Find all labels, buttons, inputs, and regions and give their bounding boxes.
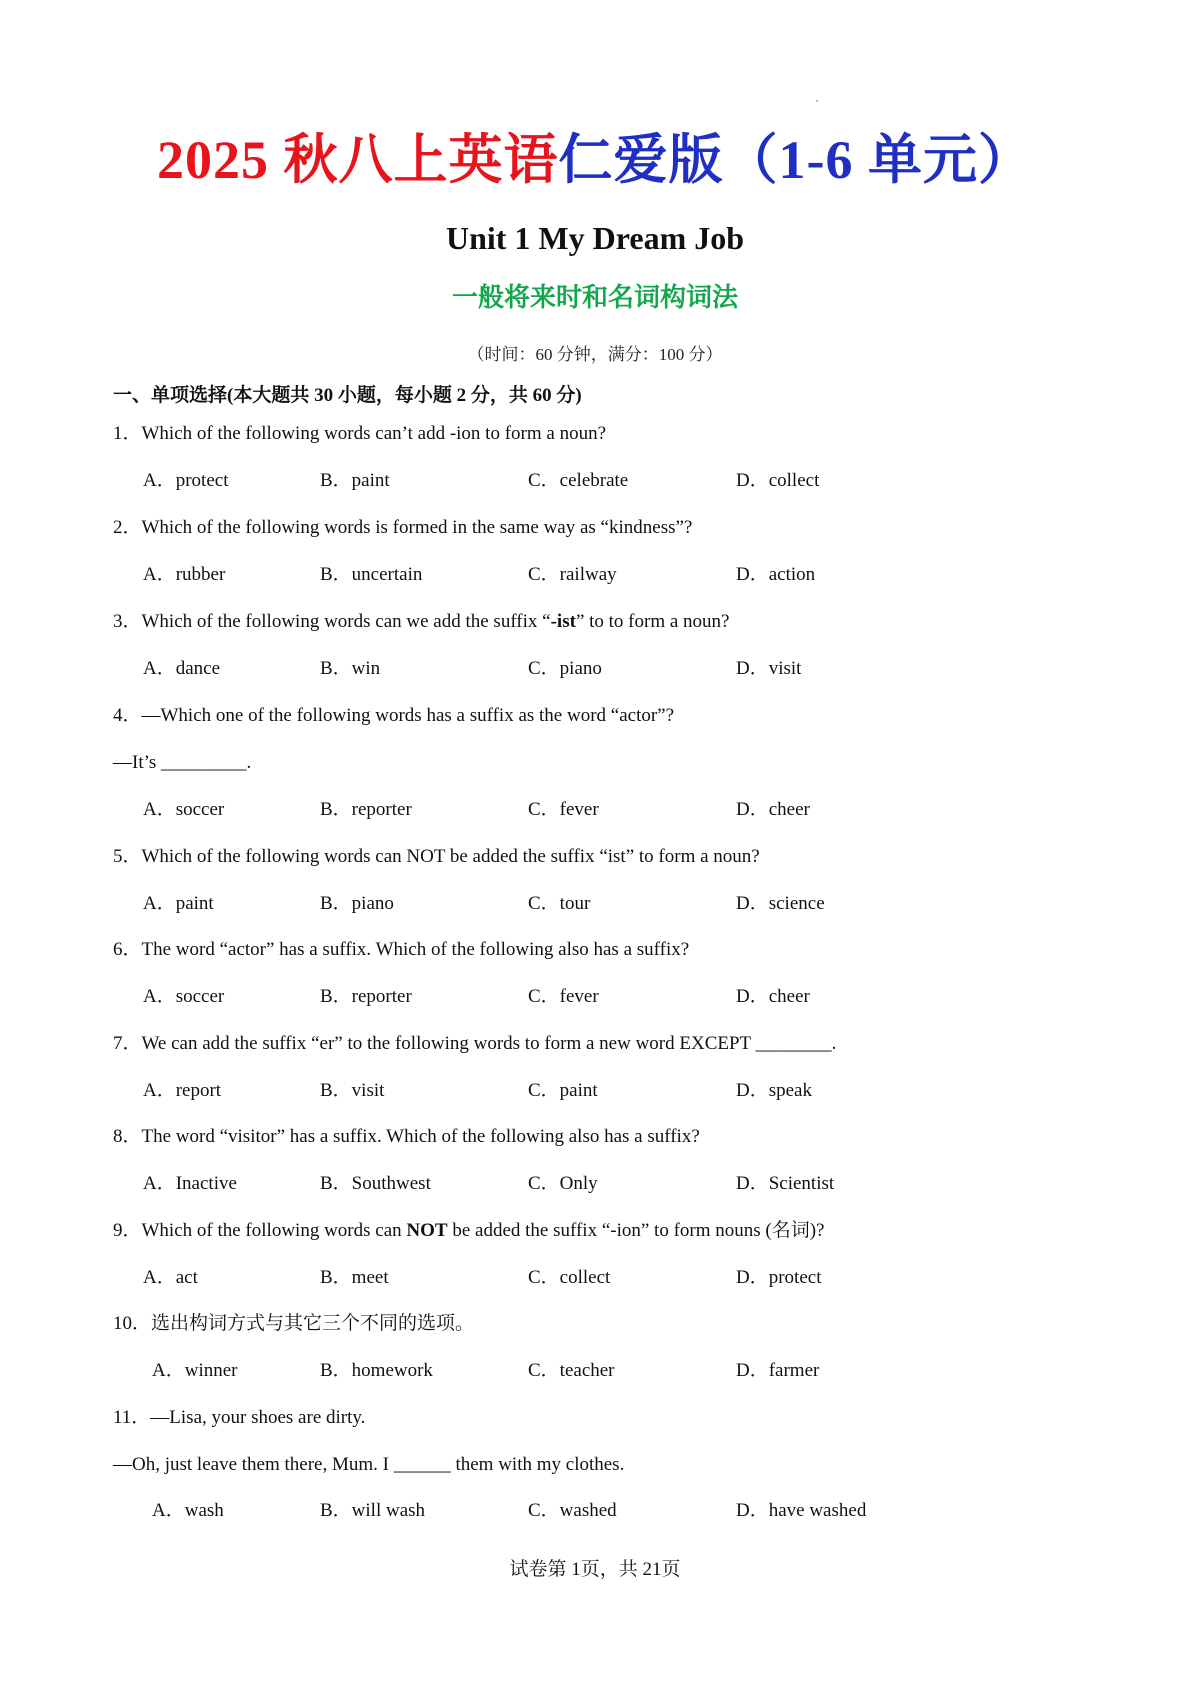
question-5-stem: 5．Which of the following words can NOT be added the suffix “ist” to form a noun?	[113, 846, 760, 867]
title-blue-part: 仁爱版（1-6 单元）	[558, 130, 1033, 190]
question-9-stem-pre: 9．Which of the following words can	[113, 1220, 407, 1241]
question-5-option-d: D．science	[736, 893, 825, 914]
question-3-stem-post: ” to to form a noun?	[575, 611, 730, 632]
stray-dot	[816, 100, 818, 102]
question-9-stem-post: be added the suffix “-ion” to form nouns (名词)?	[447, 1220, 825, 1241]
question-3-option-c: C．piano	[528, 658, 602, 679]
section-heading: 一、单项选择(本大题共 30 小题，每小题 2 分，共 60 分)	[113, 385, 582, 406]
unit-subtitle: Unit 1 My Dream Job	[445, 220, 745, 256]
question-3-option-b: B．win	[320, 658, 381, 679]
question-7-option-b: B．visit	[320, 1080, 385, 1101]
question-4-option-a: A．soccer	[143, 799, 225, 820]
question-2-option-a: A．rubber	[143, 564, 226, 585]
question-9-option-d: D．protect	[736, 1267, 822, 1288]
question-9-option-b: B．meet	[320, 1267, 389, 1288]
question-8-option-c: C．Only	[528, 1173, 598, 1194]
question-3-stem	[113, 608, 729, 636]
question-1-option-a: A．protect	[143, 470, 229, 491]
question-7-stem: 7．We can add the suffix “er” to the following words to form a new word EXCEPT ________.	[113, 1033, 837, 1054]
question-7-option-a: A．report	[143, 1080, 222, 1101]
question-4-option-b: B．reporter	[320, 799, 412, 820]
question-10-stem: 10．选出构词方式与其它三个不同的选项。	[113, 1313, 475, 1334]
question-4-line2: —It’s _________.	[113, 752, 252, 773]
question-6-option-c: C．fever	[528, 986, 599, 1007]
question-2-option-c: C．railway	[528, 564, 617, 585]
question-4-stem: 4．—Which one of the following words has a suffix as the word “actor”?	[113, 705, 675, 726]
question-8-option-d: D．Scientist	[736, 1173, 835, 1194]
question-11-option-b: B．will wash	[320, 1500, 426, 1521]
question-10-option-a: A．winner	[152, 1360, 238, 1381]
question-8-option-a: A．Inactive	[143, 1173, 237, 1194]
question-5-option-a: A．paint	[143, 893, 214, 914]
question-2-stem: 2．Which of the following words is formed in the same way as “kindness”?	[113, 517, 693, 538]
question-5-option-b: B．piano	[320, 893, 394, 914]
question-11-option-a: A．wash	[152, 1500, 224, 1521]
question-3-option-d: D．visit	[736, 658, 802, 679]
question-1-stem: 1．Which of the following words can’t add -ion to form a noun?	[113, 423, 607, 444]
page-title	[0, 122, 1190, 198]
question-10-option-c: C．teacher	[528, 1360, 615, 1381]
question-3-stem-bold: -ist	[550, 611, 576, 632]
question-11-option-d: D．have washed	[736, 1500, 867, 1521]
question-2-option-b: B．uncertain	[320, 564, 423, 585]
question-3-option-a: A．dance	[143, 658, 221, 679]
title-red-part: 2025 秋八上英语	[157, 130, 559, 190]
question-7-option-d: D．speak	[736, 1080, 812, 1101]
topic-heading: 一般将来时和名词构词法	[451, 283, 738, 313]
question-9-stem-bold: NOT	[406, 1220, 448, 1241]
question-10-option-d: D．farmer	[736, 1360, 820, 1381]
question-7-option-c: C．paint	[528, 1080, 598, 1101]
question-2-option-d: D．action	[736, 564, 816, 585]
question-6-option-d: D．cheer	[736, 986, 810, 1007]
question-1-option-c: C．celebrate	[528, 470, 629, 491]
question-8-option-b: B．Southwest	[320, 1173, 431, 1194]
question-10-option-b: B．homework	[320, 1360, 433, 1381]
question-8-stem: 8．The word “visitor” has a suffix. Which of the following also has a suffix?	[113, 1126, 700, 1147]
question-1-option-d: D．collect	[736, 470, 820, 491]
question-4-option-c: C．fever	[528, 799, 599, 820]
question-3-stem-pre: 3．Which of the following words can we add the suffix “	[113, 611, 551, 632]
question-1-option-b: B．paint	[320, 470, 390, 491]
question-11-stem: 11．—Lisa, your shoes are dirty.	[113, 1407, 366, 1428]
question-9-option-c: C．collect	[528, 1267, 611, 1288]
question-9-option-a: A．act	[143, 1267, 198, 1288]
question-4-option-d: D．cheer	[736, 799, 810, 820]
question-6-option-b: B．reporter	[320, 986, 412, 1007]
question-11-line2: —Oh, just leave them there, Mum. I ______ them with my clothes.	[113, 1454, 625, 1475]
question-6-option-a: A．soccer	[143, 986, 225, 1007]
question-5-option-c: C．tour	[528, 893, 591, 914]
question-6-stem: 6．The word “actor” has a suffix. Which of the following also has a suffix?	[113, 939, 690, 960]
page-footer: 试卷第 1页，共 21页	[509, 1559, 681, 1580]
time-info: （时间：60 分钟，满分：100 分）	[467, 345, 723, 364]
question-9-stem	[113, 1217, 825, 1245]
question-11-option-c: C．washed	[528, 1500, 617, 1521]
